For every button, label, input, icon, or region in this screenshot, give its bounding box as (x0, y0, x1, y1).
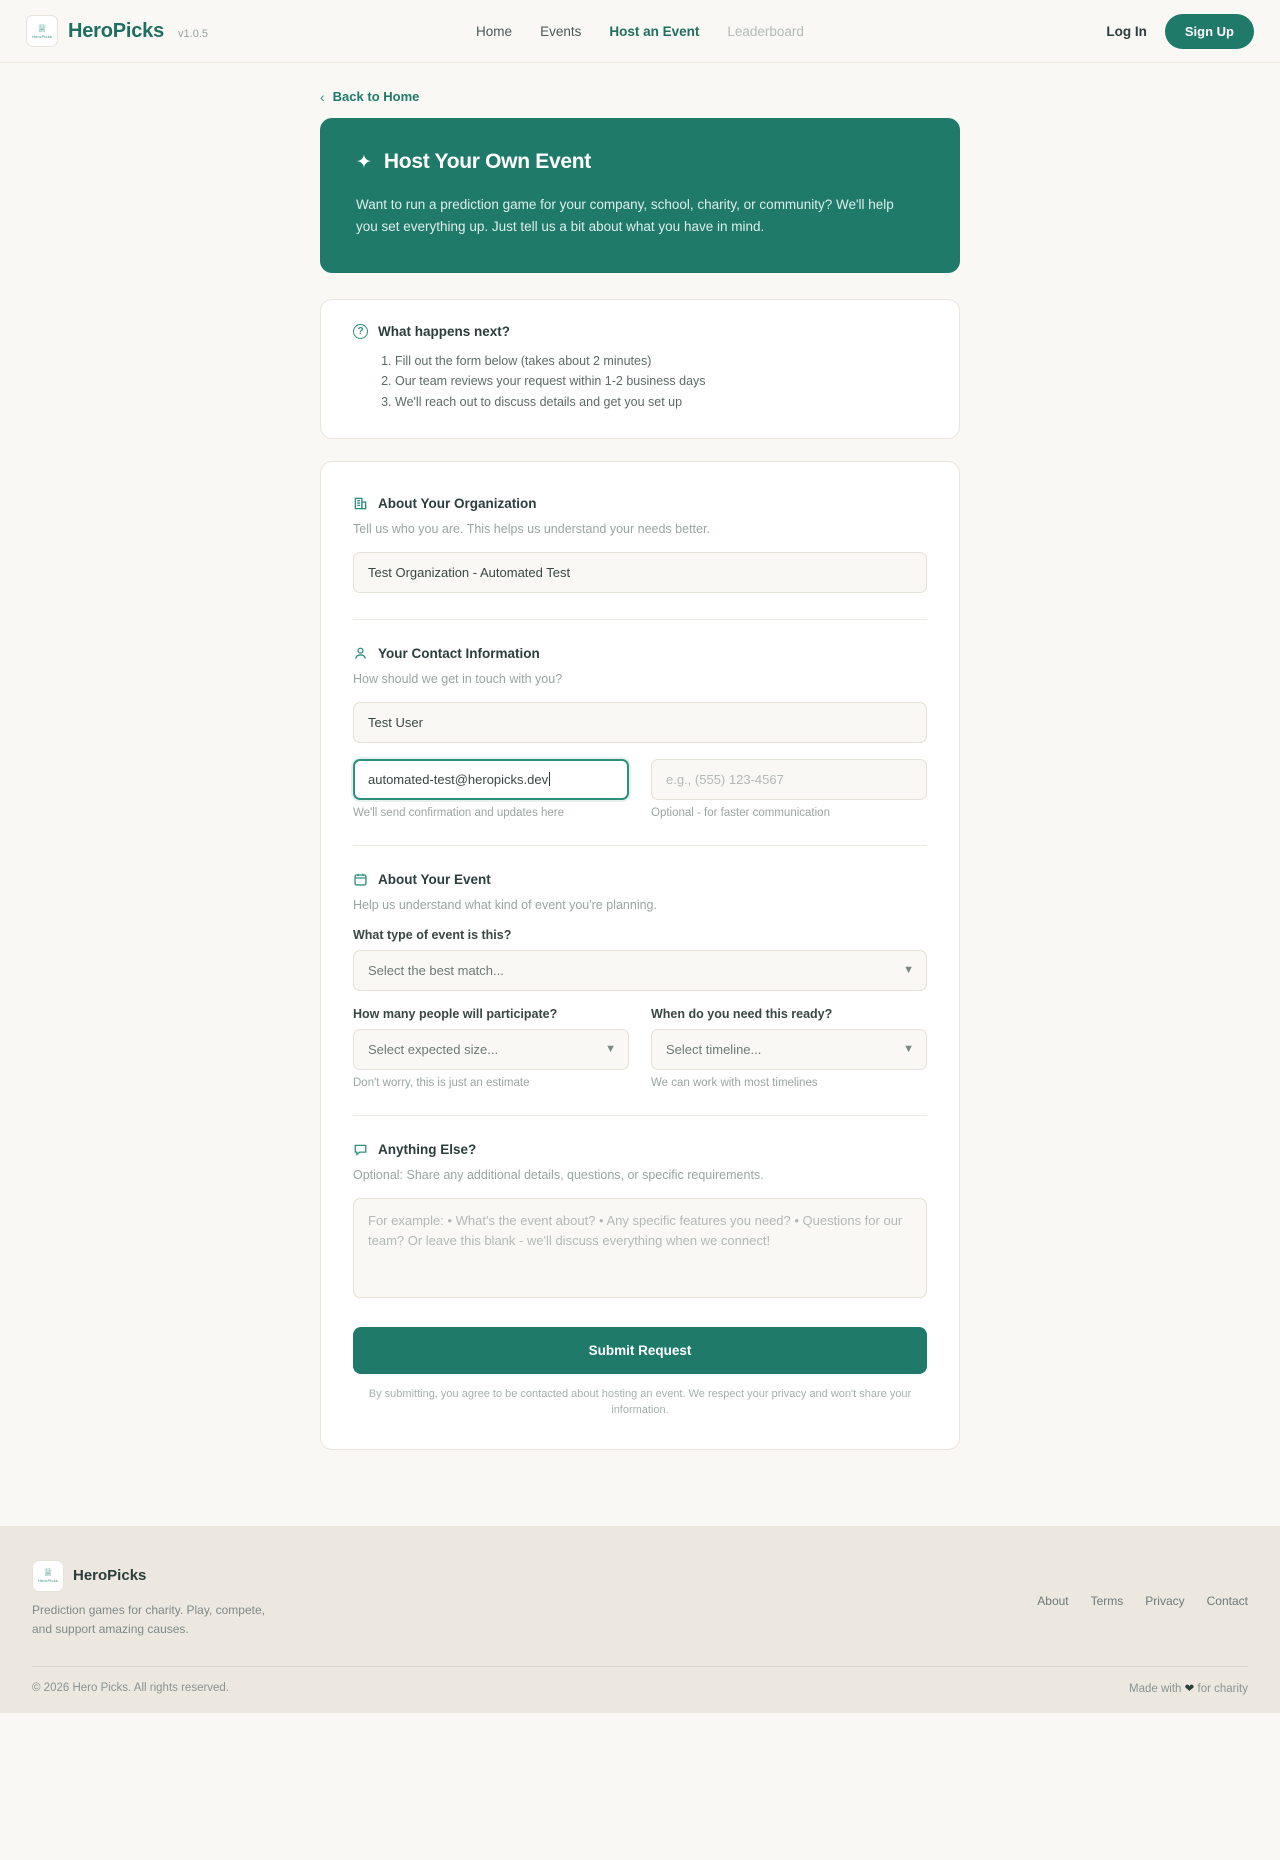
content-wrapper (320, 63, 960, 1450)
page-title: Host Your Own Event (383, 150, 591, 173)
back-row (320, 63, 960, 118)
next-steps-list (353, 351, 927, 412)
email-input-value: automated-test@heropicks.dev (368, 771, 549, 787)
footer-bottom (32, 1666, 1248, 1713)
notes-field-wrap (353, 1198, 927, 1303)
event-row (353, 1007, 927, 1089)
chevron-down-icon: ▼ (903, 1043, 914, 1056)
header-actions (1106, 14, 1254, 49)
building-icon (353, 496, 368, 511)
divider (353, 619, 927, 620)
phone-hint: Optional - for faster communication (651, 806, 830, 819)
event-type-select[interactable]: Select the best match... (353, 950, 927, 991)
contact-name-input[interactable] (353, 702, 927, 743)
list-item: 3. We'll reach out to discuss details and get you set up (395, 392, 927, 412)
phone-input[interactable] (651, 759, 927, 800)
event-size-field-wrap (353, 1007, 629, 1089)
organization-section-header (353, 496, 927, 511)
event-section-title: About Your Event (378, 871, 491, 887)
made-with-text (1129, 1681, 1248, 1695)
hero-banner (320, 118, 960, 273)
organization-section-description: Tell us who you are. This helps us understand your needs better. (353, 521, 710, 536)
contact-section-title: Your Contact Information (378, 645, 540, 661)
divider (353, 1115, 927, 1116)
footer-brand-name: HeroPicks (73, 1567, 147, 1585)
heropicks-logo-icon (26, 15, 58, 47)
heropicks-logo-icon (32, 1560, 64, 1592)
site-header (0, 0, 1280, 63)
footer-links (1037, 1560, 1248, 1608)
event-size-label: How many people will participate? (353, 1006, 558, 1021)
footer-description: Prediction games for charity. Play, compete, and support amazing causes. (32, 1602, 265, 1636)
main-content (0, 63, 1280, 1490)
back-to-home-link[interactable]: Back to Home (332, 89, 420, 104)
made-with-prefix: Made with (1129, 1683, 1182, 1696)
nav-item-host-an-event[interactable]: Host an Event (609, 23, 700, 39)
event-size-select[interactable]: Select expected size... (353, 1029, 629, 1070)
chevron-down-icon: ▼ (903, 964, 914, 977)
copyright-text: © 2026 Hero Picks. All rights reserved. (32, 1682, 230, 1695)
organization-section-title: About Your Organization (378, 495, 537, 511)
footer-brand-block (32, 1560, 277, 1638)
calendar-icon (353, 872, 368, 887)
notes-textarea[interactable] (353, 1198, 927, 1298)
notes-section-header (353, 1142, 927, 1157)
event-section-description: Help us understand what kind of event you're planning. (353, 897, 657, 912)
footer-top (32, 1560, 1248, 1638)
sparkles-icon: ✦ (356, 151, 372, 173)
nav-item-leaderboard[interactable]: Leaderboard (727, 23, 804, 39)
nav-item-events[interactable]: Events (540, 23, 582, 39)
divider (353, 845, 927, 846)
organization-name-input[interactable] (353, 552, 927, 593)
text-caret (549, 772, 550, 786)
list-item: 1. Fill out the form below (takes about 2 minutes) (395, 351, 927, 371)
next-steps-header (353, 324, 927, 339)
submit-legal-text: By submitting, you agree to be contacted about hosting an event. We respect your privacy and won't share your information. (368, 1387, 912, 1417)
nav-item-home[interactable]: Home (476, 23, 513, 39)
next-steps-title: What happens next? (378, 324, 511, 340)
hero-title-row (356, 150, 924, 174)
email-input[interactable] (353, 759, 629, 800)
made-with-suffix: for charity (1197, 1683, 1248, 1696)
user-icon (353, 646, 368, 661)
hero-description: Want to run a prediction game for your company, school, charity, or community? We'll help you set everything up. Just tell us a bit about what you have in mind. (356, 197, 894, 234)
contact-section-description: How should we get in touch with you? (353, 671, 563, 686)
site-footer (0, 1526, 1280, 1713)
event-timeline-select-wrap (651, 1029, 927, 1070)
footer-link-terms[interactable]: Terms (1090, 1593, 1124, 1608)
event-size-select-wrap (353, 1029, 629, 1070)
event-section-header (353, 872, 927, 887)
crown-icon: ♕ (37, 22, 47, 35)
footer-brand-row (32, 1560, 277, 1592)
message-icon (353, 1142, 368, 1157)
event-type-select-wrap (353, 950, 927, 991)
footer-link-about[interactable]: About (1037, 1593, 1069, 1608)
chevron-left-icon: ‹ (320, 88, 325, 105)
contact-row (353, 759, 927, 819)
footer-link-privacy[interactable]: Privacy (1145, 1593, 1185, 1608)
host-event-form (320, 461, 960, 1450)
notes-section-title: Anything Else? (378, 1141, 477, 1157)
logo-wordmark: HeroPicks (31, 33, 53, 39)
main-nav (476, 24, 804, 39)
contact-section-header (353, 646, 927, 661)
event-timeline-hint: We can work with most timelines (651, 1076, 818, 1089)
phone-field-wrap (651, 759, 927, 819)
footer-link-contact[interactable]: Contact (1206, 1593, 1248, 1608)
heart-icon: ❤ (1184, 1683, 1195, 1696)
event-timeline-select[interactable]: Select timeline... (651, 1029, 927, 1070)
event-timeline-field-wrap (651, 1007, 927, 1089)
list-item: 2. Our team reviews your request within 1-2 business days (395, 371, 927, 391)
notes-section-description: Optional: Share any additional details, questions, or specific requirements. (353, 1167, 764, 1182)
sign-up-button[interactable]: Sign Up (1165, 14, 1254, 49)
brand[interactable] (26, 15, 208, 47)
email-field-wrap (353, 759, 629, 819)
event-size-hint: Don't worry, this is just an estimate (353, 1076, 530, 1089)
email-hint: We'll send confirmation and updates here (353, 806, 565, 819)
organization-name-field-wrap (353, 552, 927, 593)
event-type-field-wrap (353, 928, 927, 991)
logo-wordmark: HeroPicks (37, 1578, 59, 1584)
what-happens-next-card (320, 299, 960, 439)
crown-icon: ♕ (43, 1567, 53, 1580)
contact-name-field-wrap (353, 702, 927, 743)
app-version: v1.0.5 (178, 28, 209, 40)
question-circle-icon: ? (353, 324, 368, 339)
event-type-label: What type of event is this? (353, 927, 512, 942)
chevron-down-icon: ▼ (605, 1043, 616, 1056)
brand-name: HeroPicks (68, 19, 165, 42)
event-timeline-label: When do you need this ready? (651, 1006, 833, 1021)
log-in-link[interactable]: Log In (1106, 23, 1147, 39)
submit-request-button[interactable]: Submit Request (353, 1327, 927, 1374)
